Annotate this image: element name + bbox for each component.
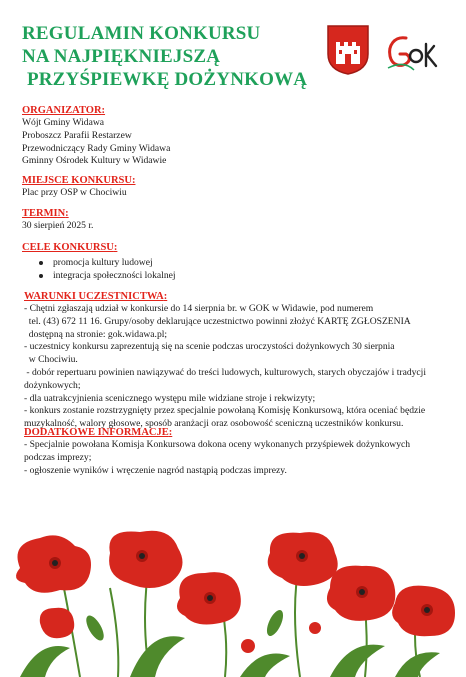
list-item: promocja kultury ludowej — [39, 257, 176, 270]
organizator-heading: ORGANIZATOR: — [22, 105, 106, 116]
dodatkowe-line-1: - Specjalnie powołana Komisja Konkursowa dokona oceny wykonanych przyśpiewek dożynkowych — [24, 439, 411, 450]
dodatkowe-heading: DODATKOWE INFORMACJE: — [24, 427, 173, 438]
title-line-1: REGULAMIN KONKURSU — [22, 23, 261, 44]
dodatkowe-line-2: podczas imprezy; — [24, 451, 92, 463]
cele-list — [22, 257, 176, 283]
section-cele — [22, 241, 176, 283]
termin-heading: TERMIN: — [22, 208, 69, 219]
warunki-line-6: - dobór repertuaru powinien nawiązywać do treści ludowych, kulturowych, starych obyczajów i tradycji — [24, 366, 427, 378]
gok-logo — [384, 32, 440, 74]
section-miejsce — [22, 174, 135, 200]
warunki-line-8: - dla uatrakcyjnienia scenicznego występu mile widziane stroje i rekwizyty; — [24, 392, 316, 404]
miejsce-line: Plac przy OSP w Chociwiu — [22, 187, 127, 198]
section-dodatkowe — [24, 426, 444, 477]
title-line-2: NA NAJPIĘKNIEJSZĄ — [22, 46, 221, 67]
miejsce-heading: MIEJSCE KONKURSU: — [22, 175, 136, 186]
warunki-line-7: dożynkowych; — [24, 379, 81, 391]
termin-line: 30 sierpień 2025 r. — [22, 220, 94, 231]
poppy-flowers-illustration — [0, 528, 466, 677]
warunki-heading: WARUNKI UCZESTNICTWA: — [24, 291, 168, 302]
warunki-line-9: - konkurs zostanie rozstrzygnięty przez specjalnie powołaną Komisję Konkursową, która oceniać będzie — [24, 405, 426, 417]
document-title — [22, 22, 322, 91]
section-termin — [22, 207, 93, 233]
warunki-line-3: dostępną na stronie: gok.widawa.pl; — [24, 328, 168, 340]
warunki-line-5: w Chociwiu. — [24, 354, 78, 366]
list-item: integracja społeczności lokalnej — [39, 270, 176, 283]
warunki-line-4: - uczestnicy konkursu zaprezentują się na scenie podczas uroczystości dożynkowych 30 sierpnia — [24, 341, 395, 353]
organizator-line-2: Proboszcz Parafii Restarzew — [22, 129, 132, 141]
warunki-line-2: tel. (43) 672 11 16. Grupy/osoby deklarujące uczestnictwo powinni złożyć KARTĘ ZGŁOSZENIA — [24, 315, 411, 327]
warunki-line-1: - Chętni zgłaszają udział w konkursie do 14 sierpnia br. w GOK w Widawie, pod numerem — [24, 303, 374, 314]
dodatkowe-line-3: - ogłoszenie wyników i wręczenie nagród nastąpią podczas imprezy. — [24, 464, 287, 476]
section-organizator — [22, 104, 170, 168]
organizator-line-4: Gminny Ośrodek Kultury w Widawie — [22, 155, 167, 167]
organizator-line-3: Przewodniczący Rady Gminy Widawa — [22, 142, 171, 154]
organizator-line-1: Wójt Gminy Widawa — [22, 117, 105, 128]
section-warunki — [24, 290, 444, 431]
title-line-3: PRZYŚPIEWKĘ DOŻYNKOWĄ — [22, 69, 308, 90]
warunki-line-10: muzykalność, walory głosowe, sposób aranżacji oraz osobowość sceniczną uczestników konkursu. — [24, 418, 404, 430]
gmina-crest-logo — [326, 24, 370, 76]
cele-heading: CELE KONKURSU: — [22, 242, 118, 253]
